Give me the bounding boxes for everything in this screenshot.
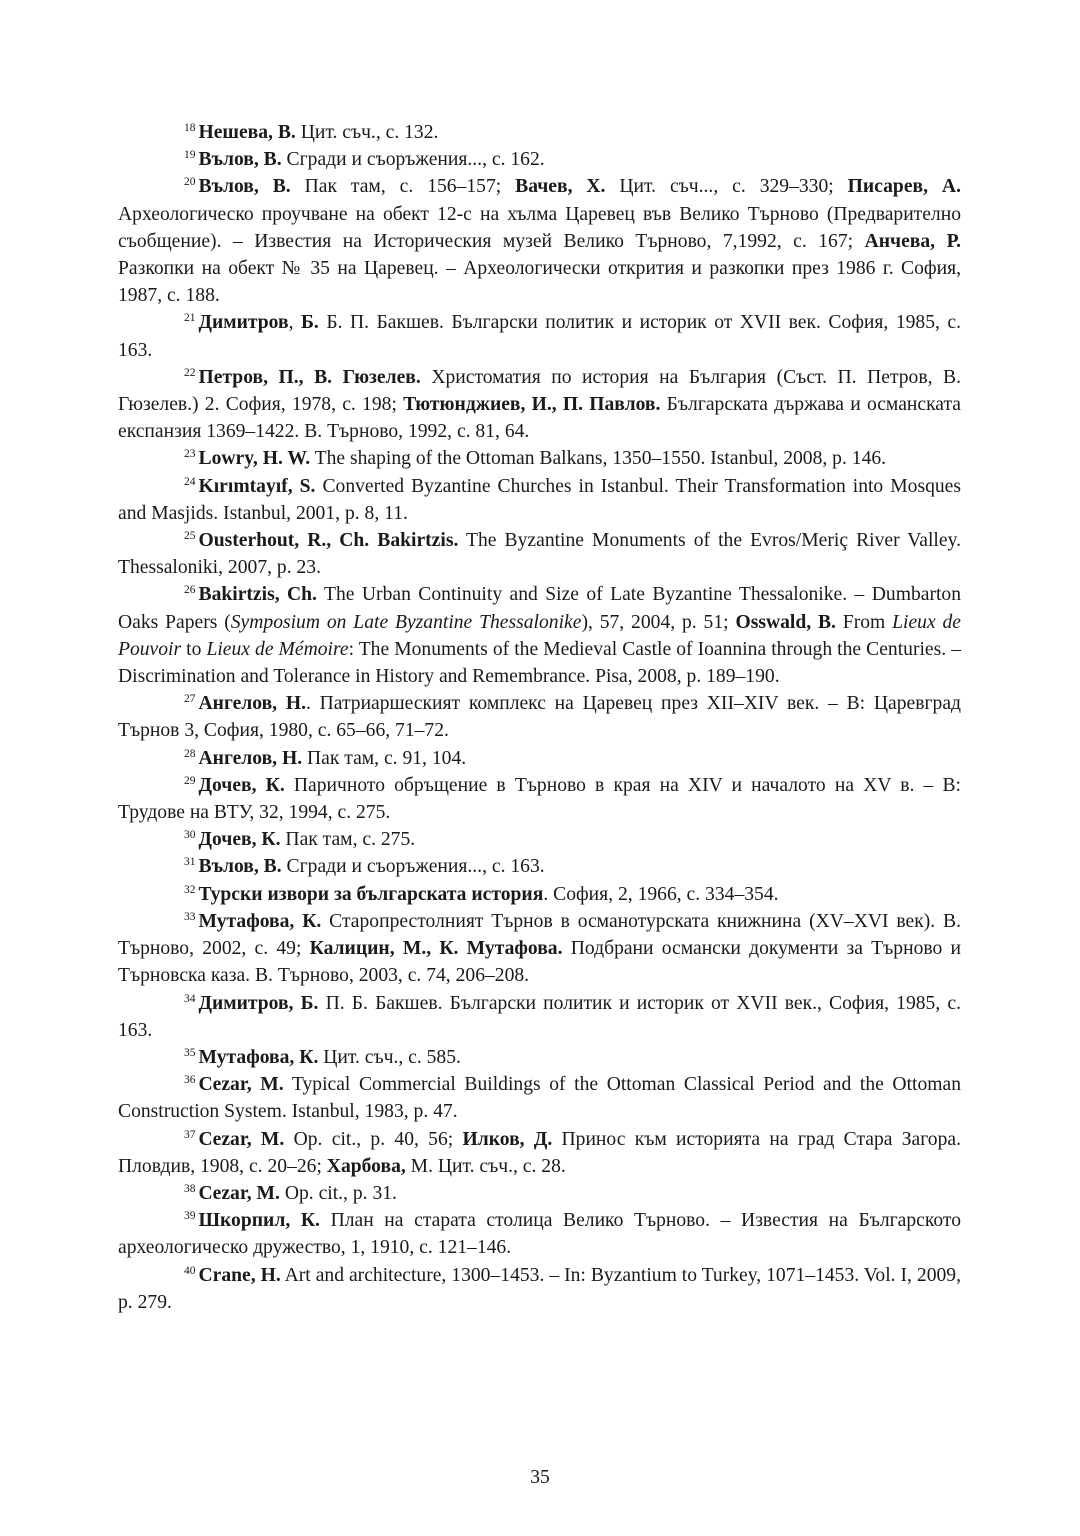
author-name: Турски извори за българската история bbox=[198, 883, 544, 905]
footnote-18 bbox=[118, 119, 961, 146]
author-name: Вълов, В. bbox=[198, 856, 282, 878]
citation-text: The Urban Continuity and Size of Late Byzantine Thessalonike. – Dumbarton Oaks Papers ( bbox=[118, 584, 962, 633]
footnote-number: 38 bbox=[184, 1182, 196, 1195]
citation-text: Цит. съч., с. 585. bbox=[318, 1046, 461, 1068]
footnote-21 bbox=[118, 309, 961, 363]
citation-text: From bbox=[835, 611, 893, 633]
author-name: Мутафова, К. bbox=[198, 910, 322, 932]
footnote-number: 25 bbox=[184, 530, 196, 543]
citation-text: П. Б. Бакшев. Български политик и историк от XVII век., София, 1985, с. 163. bbox=[118, 992, 961, 1041]
footnote-37 bbox=[118, 1126, 961, 1180]
citation-text: . Патриаршеският комплекс на Царевец през XII–XIV век. – В: Царевград Търнов 3, София, 1980, с. 65–66, 71–72. bbox=[118, 693, 961, 742]
footnote-number: 28 bbox=[184, 747, 196, 760]
author-name: Шкорпил, К. bbox=[198, 1210, 320, 1232]
footnote-number: 37 bbox=[184, 1128, 196, 1141]
citation-text: Сгради и съоръжения..., с. 162. bbox=[281, 149, 545, 171]
footnote-29 bbox=[118, 772, 961, 826]
footnote-33 bbox=[118, 908, 961, 990]
citation-text: The Byzantine Monuments of the Evros/Meriç River Valley. Thessaloniki, 2007, p. 23. bbox=[118, 530, 961, 579]
citation-text: М. Цит. съч., с. 28. bbox=[405, 1155, 566, 1177]
author-name: Cezar, M. bbox=[198, 1128, 285, 1150]
footnote-number: 30 bbox=[184, 829, 196, 842]
page-number: 35 bbox=[530, 1467, 550, 1488]
author-name: Вълов, В. bbox=[198, 149, 282, 171]
citation-text: The shaping of the Ottoman Balkans, 1350–1550. Istanbul, 2008, p. 146. bbox=[310, 448, 887, 470]
footnote-number: 18 bbox=[184, 122, 196, 134]
citation-text: Христоматия по история на България (Съст. П. Петров, В. Гюзелев.) 2. София, 1978, с. 198; bbox=[118, 366, 962, 416]
citation-text: Пак там, с. 156–157; bbox=[290, 176, 516, 198]
footnote-32 bbox=[118, 881, 961, 908]
author-name: Cezar, M. bbox=[198, 1182, 280, 1204]
footnote-39 bbox=[118, 1207, 961, 1261]
italic-title: Lieux de Mémoire bbox=[206, 638, 349, 660]
author-name: Ангелов, Н. bbox=[198, 693, 306, 715]
footnote-number: 26 bbox=[184, 584, 196, 597]
footnote-number: 39 bbox=[184, 1210, 196, 1223]
citation-text: ), 57, 2004, p. 51; bbox=[581, 611, 736, 633]
citation-text: Разкопки на обект № 35 на Царевец. – Археологически открития и разкопки през 1986 г. София, 1987, с. 188. bbox=[118, 258, 961, 307]
footnote-38 bbox=[118, 1180, 961, 1207]
author-name: Дочев, К. bbox=[198, 829, 281, 851]
citation-text: Сгради и съоръжения..., с. 163. bbox=[281, 856, 545, 878]
author-name: Б. bbox=[300, 312, 319, 334]
author-name: Писарев, А. bbox=[847, 176, 961, 198]
footnote-28 bbox=[118, 745, 961, 772]
footnote-25 bbox=[118, 527, 961, 581]
footnote-number: 21 bbox=[184, 312, 196, 325]
footnote-number: 23 bbox=[184, 448, 196, 461]
author-name: Харбова, bbox=[326, 1155, 406, 1177]
citation-text: Converted Byzantine Churches in Istanbul. Their Transformation into Mosques and Masjids. Istanbul, 2001, p. 8, 11. bbox=[118, 475, 961, 524]
citation-text: Цит. съч..., с. 329–330; bbox=[605, 176, 848, 198]
footnote-number: 40 bbox=[184, 1264, 196, 1277]
footnotes-list bbox=[118, 119, 961, 1316]
citation-text: Паричното обръщение в Търново в края на XIV и началото на XV в. – В: Трудове на ВТУ, 32, 1994, с. 275. bbox=[118, 774, 961, 824]
footnote-number: 19 bbox=[184, 149, 196, 162]
author-name: Kırımtayıf, S. bbox=[198, 475, 316, 497]
author-name: Lowry, H. W. bbox=[198, 448, 311, 470]
footnote-34 bbox=[118, 990, 961, 1044]
footnote-19 bbox=[118, 146, 961, 173]
footnote-number: 22 bbox=[184, 366, 196, 379]
citation-text: Б. П. Бакшев. Български политик и историк от XVII век. София, 1985, с. 163. bbox=[118, 312, 962, 361]
footnote-number: 34 bbox=[184, 992, 196, 1005]
footnote-number: 36 bbox=[184, 1074, 196, 1087]
author-name: Cezar, M. bbox=[198, 1074, 284, 1096]
citation-text: Археологическо проучване на обект 12-с на хълма Царевец във Велико Търново (Предварително съобщение). – Известия на Историческия музей Велико Търново, 7,1992, с. 167; bbox=[118, 203, 961, 252]
footnote-number: 27 bbox=[184, 693, 196, 706]
citation-text: Принос към историята на град Стара Загора. Пловдив, 1908, с. 20–26; bbox=[118, 1128, 961, 1177]
citation-text: План на старата столица Велико Търново. – Известия на Българското археологическо дружество, 1, 1910, с. 121–146. bbox=[118, 1210, 961, 1259]
author-name: Нешева, В. bbox=[198, 122, 296, 143]
author-name: Ангелов, Н. bbox=[198, 747, 303, 769]
footnote-number: 24 bbox=[184, 475, 196, 488]
author-name: Crane, H. bbox=[198, 1264, 281, 1286]
author-name: Bakirtzis, Ch. bbox=[198, 584, 317, 606]
citation-text: Op. cit., p. 31. bbox=[279, 1182, 397, 1204]
citation-text: Art and architecture, 1300–1453. – In: Byzantium to Turkey, 1071–1453. Vol. I, 2009, p. 279. bbox=[118, 1264, 961, 1313]
citation-text: . София, 2, 1966, с. 334–354. bbox=[543, 883, 779, 905]
footnote-number: 33 bbox=[184, 910, 196, 923]
footnote-27 bbox=[118, 690, 961, 744]
footnote-24 bbox=[118, 473, 961, 527]
footnote-number: 20 bbox=[184, 176, 196, 189]
author-name: Петров, П., В. Гюзелев. bbox=[198, 366, 421, 388]
footnote-31 bbox=[118, 853, 961, 880]
citation-text: , bbox=[288, 312, 301, 334]
citation-text: Старопрестолният Търнов в османотурската книжнина (XV–XVI век). В. Търново, 2002, с. 49; bbox=[118, 910, 961, 960]
footnote-number: 35 bbox=[184, 1046, 196, 1059]
footnote-number: 31 bbox=[184, 856, 196, 869]
author-name: Анчева, Р. bbox=[864, 230, 961, 252]
author-name: Илков, Д. bbox=[462, 1128, 553, 1150]
citation-text: Пак там, с. 275. bbox=[280, 829, 416, 851]
author-name: Osswald, B. bbox=[735, 611, 836, 633]
footnote-36 bbox=[118, 1071, 961, 1125]
author-name: Димитров bbox=[198, 312, 289, 334]
author-name: Ousterhout, R., Ch. Bakirtzis. bbox=[198, 530, 459, 552]
author-name: Калицин, М., К. Мутафова. bbox=[309, 938, 563, 960]
italic-title: Lieux de Pouvoir bbox=[118, 611, 962, 660]
footnote-number: 29 bbox=[184, 774, 196, 787]
citation-text: Op. cit., p. 40, 56; bbox=[284, 1128, 463, 1150]
footnote-40 bbox=[118, 1262, 961, 1316]
footnote-30 bbox=[118, 826, 961, 853]
footnote-23 bbox=[118, 445, 961, 472]
citation-text: to bbox=[181, 638, 207, 660]
author-name: Дочев, К. bbox=[198, 774, 285, 796]
author-name: Мутафова, К. bbox=[198, 1046, 319, 1068]
footnote-number: 32 bbox=[184, 883, 196, 896]
author-name: Вълов, В. bbox=[198, 176, 291, 198]
author-name: Вачев, Х. bbox=[515, 176, 606, 198]
citation-text: Typical Commercial Buildings of the Ottoman Classical Period and the Ottoman Construction System. Istanbul, 1983, p. 47. bbox=[118, 1074, 961, 1123]
citation-text: : The Monuments of the Medieval Castle of Ioannina through the Centuries. – Discrimination and Tolerance in History and Remembrance. Pisa, 2008, p. 189–190. bbox=[118, 638, 961, 688]
citation-text: Подбрани османски документи за Търново и Търновска каза. В. Търново, 2003, с. 74, 206–208. bbox=[118, 938, 961, 987]
citation-text: Цит. съч., с. 132. bbox=[295, 122, 439, 143]
footnote-20 bbox=[118, 173, 961, 309]
footnote-26 bbox=[118, 581, 961, 690]
author-name: Тютюнджиев, И., П. Павлов. bbox=[403, 394, 661, 416]
footnote-22 bbox=[118, 364, 961, 446]
citation-text: Българската държава и османската експанзия 1369–1422. В. Търново, 1992, с. 81, 64. bbox=[118, 394, 961, 443]
italic-title: Symposium on Late Byzantine Thessalonike bbox=[230, 611, 582, 633]
footnote-35 bbox=[118, 1044, 961, 1071]
author-name: Димитров, Б. bbox=[198, 992, 319, 1014]
citation-text: Пак там, с. 91, 104. bbox=[302, 747, 467, 769]
